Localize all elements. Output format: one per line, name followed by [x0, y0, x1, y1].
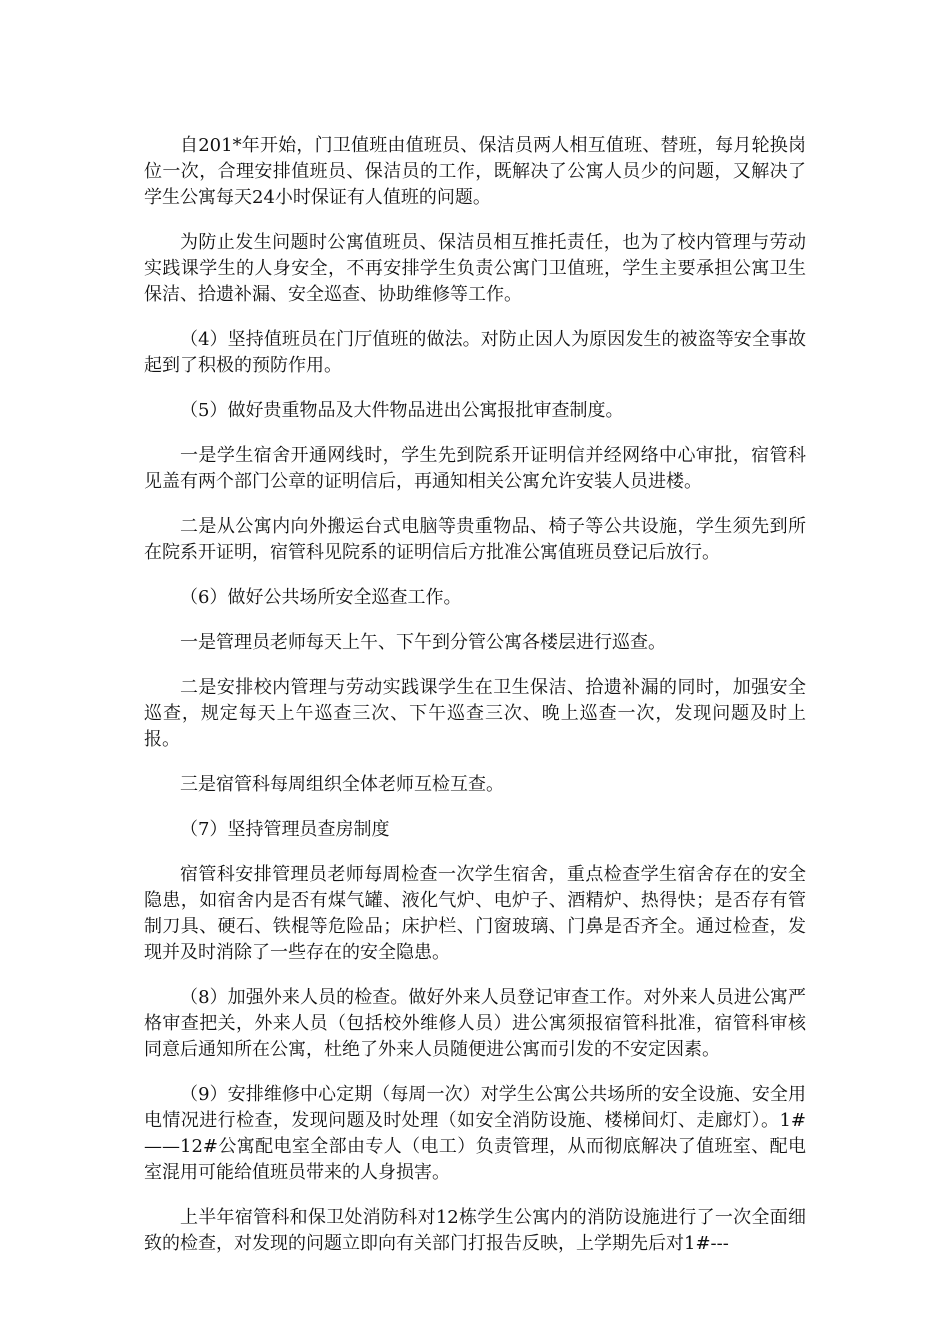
paragraph-item-6: （6）做好公共场所安全巡查工作。	[180, 587, 462, 608]
paragraph-item-4: （4）坚持值班员在门厅值班的做法。对防止因人为原因发生的被盗等安全事故起到了积极的预防作用。	[144, 329, 806, 376]
paragraph-item-5: （5）做好贵重物品及大件物品进出公寓报批审查制度。	[180, 400, 624, 421]
paragraph-fire-inspection: 上半年宿管科和保卫处消防科对12栋学生公寓内的消防设施进行了一次全面细致的检查，对发现的问题立即向有关部门打报告反映，上学期先后对1#---	[144, 1207, 806, 1254]
paragraph-item-7: （7）坚持管理员查房制度	[180, 819, 390, 840]
paragraph-item-9: （9）安排维修中心定期（每周一次）对学生公寓公共场所的安全设施、安全用电情况进行检查，发现问题及时处理（如安全消防设施、楼梯间灯、走廊灯）。1#——12#公寓配电室全部由专人（电工）负责管理，从而彻底解决了值班室、配电室混用可能给值班员带来的人身损害。	[144, 1084, 806, 1183]
paragraph-valuables-approval: 二是从公寓内向外搬运台式电脑等贵重物品、椅子等公共设施，学生须先到所在院系开证明，宿管科见院系的证明信后方批准公寓值班员登记后放行。	[144, 516, 806, 563]
paragraph-mutual-check: 三是宿管科每周组织全体老师互检互查。	[180, 774, 504, 795]
paragraph-item-8: （8）加强外来人员的检查。做好外来人员登记审查工作。对外来人员进公寓严格审查把关，外来人员（包括校外维修人员）进公寓须报宿管科批准，宿管科审核同意后通知所在公寓，杜绝了外来人员随便进公寓而引发的不安定因素。	[144, 987, 806, 1060]
paragraph-network-approval: 一是学生宿舍开通网线时，学生先到院系开证明信并经网络中心审批，宿管科见盖有两个部门公章的证明信后，再通知相关公寓允许安装人员进楼。	[144, 445, 806, 492]
paragraph-duty-rotation: 自201*年开始，门卫值班由值班员、保洁员两人相互值班、替班，每月轮换岗位一次，合理安排值班员、保洁员的工作，既解决了公寓人员少的问题，又解决了学生公寓每天24小时保证有人值班的问题。	[144, 135, 806, 208]
paragraph-teacher-patrol: 一是管理员老师每天上午、下午到分管公寓各楼层进行巡查。	[180, 632, 666, 653]
paragraph-student-patrol: 二是安排校内管理与劳动实践课学生在卫生保洁、拾遗补漏的同时，加强安全巡查，规定每天上午巡查三次、下午巡查三次、晚上巡查一次，发现问题及时上报。	[144, 677, 806, 750]
paragraph-room-inspection: 宿管科安排管理员老师每周检查一次学生宿舍，重点检查学生宿舍存在的安全隐患，如宿舍内是否有煤气罐、液化气炉、电炉子、酒精炉、热得快；是否存有管制刀具、硬石、铁棍等危险品；床护栏、门窗玻璃、门鼻是否齐全。通过检查，发现并及时消除了一些存在的安全隐患。	[144, 864, 806, 963]
document-page	[144, 133, 806, 1276]
paragraph-responsibility: 为防止发生问题时公寓值班员、保洁员相互推托责任，也为了校内管理与劳动实践课学生的人身安全，不再安排学生负责公寓门卫值班，学生主要承担公寓卫生保洁、拾遗补漏、安全巡查、协助维修等工作。	[144, 232, 806, 305]
